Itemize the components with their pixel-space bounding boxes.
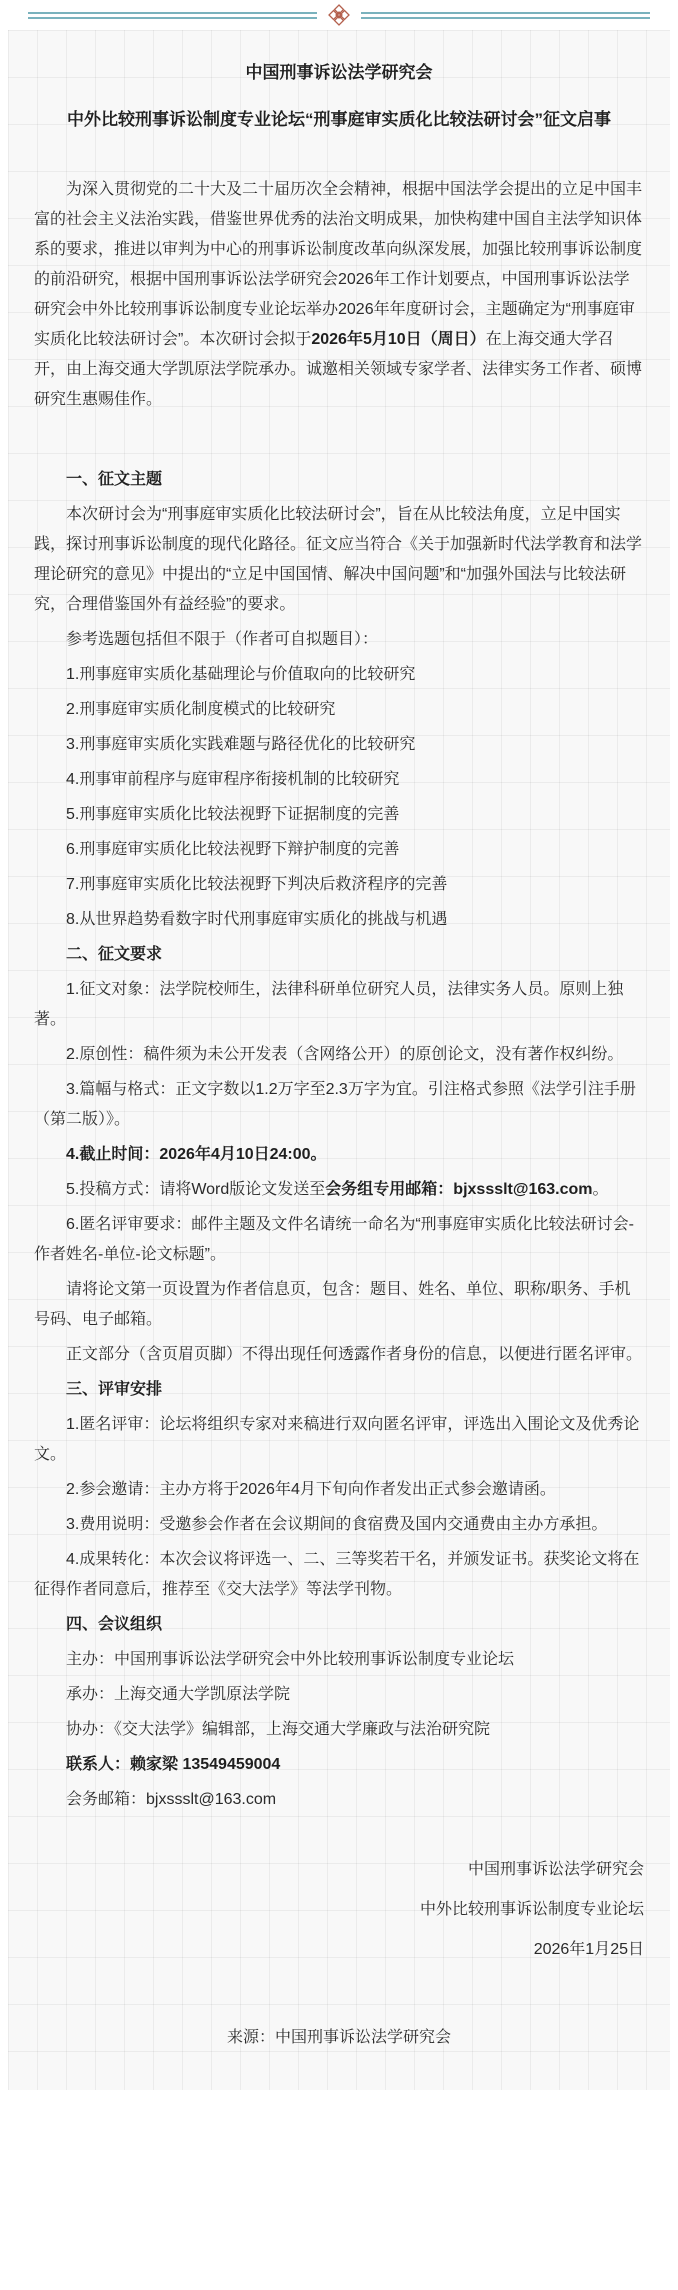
text-segment: 8.从世界趋势看数字时代刑事庭审实质化的挑战与机遇 xyxy=(66,911,448,928)
section-heading xyxy=(34,1610,644,1640)
diamond-knot-icon xyxy=(327,2,351,28)
text-segment: 3.费用说明：受邀参会作者在会议期间的食宿费及国内交通费由主办方承担。 xyxy=(66,1516,608,1533)
text-segment: 3.刑事庭审实质化实践难题与路径优化的比较研究 xyxy=(66,736,416,753)
list-item xyxy=(34,1210,644,1270)
text-segment: 参考选题包括但不限于（作者可自拟题目）： xyxy=(66,631,379,648)
list-item xyxy=(34,765,644,795)
paragraph xyxy=(34,1715,644,1745)
list-item xyxy=(34,975,644,1035)
text-segment: 会务邮箱：bjxssslt@163.com xyxy=(66,1791,277,1808)
text-segment: 2.原创性：稿件须为未公开发表（含网络公开）的原创论文，没有著作权纠纷。 xyxy=(66,1046,624,1063)
article-card xyxy=(8,30,670,2090)
text-segment: 1.刑事庭审实质化基础理论与价值取向的比较研究 xyxy=(66,666,416,683)
paragraph xyxy=(34,1680,644,1710)
list-item xyxy=(34,905,644,935)
list-item xyxy=(34,1410,644,1470)
signature-line: 2026年1月25日 xyxy=(533,1941,644,1958)
list-item xyxy=(34,695,644,725)
rule-line-right xyxy=(361,12,650,19)
list-item xyxy=(34,660,644,690)
list-item xyxy=(34,1510,644,1540)
section-heading xyxy=(34,940,644,970)
emphasis-text: 一、征文主题 xyxy=(66,471,163,488)
text-segment: 正文部分（含页眉页脚）不得出现任何透露作者身份的信息，以便进行匿名评审。 xyxy=(66,1346,643,1363)
text-segment: 为深入贯彻党的二十大及二十届历次全会精神，根据中国法学会提出的立足中国丰富的社会主义法治实践，借鉴世界优秀的法治文明成果，加快构建中国自主法学知识体系的要求，推进以审判为中心的刑事诉讼制度改革向纵深发展，加强比较刑事诉讼制度的前沿研究，根据中国刑事诉讼法学研究会2026年工作计划要点，中国刑事诉讼法学研究会中外比较刑事诉讼制度专业论坛举办2026年年度研讨会，主题确定为“刑事庭审实质化比较法研讨会”。本次研讨会拟于 xyxy=(34,181,643,348)
text-segment: 主办：中国刑事诉讼法学研究会中外比较刑事诉讼制度专业论坛 xyxy=(66,1651,515,1668)
text-segment: 6.刑事庭审实质化比较法视野下辩护制度的完善 xyxy=(66,841,400,858)
list-item xyxy=(34,1475,644,1505)
text-segment: 2.刑事庭审实质化制度模式的比较研究 xyxy=(66,701,336,718)
text-segment: 2.参会邀请：主办方将于2026年4月下旬向作者发出正式参会邀请函。 xyxy=(66,1481,556,1498)
text-segment: 6.匿名评审要求：邮件主题及文件名请统一命名为“刑事庭审实质化比较法研讨会-作者姓名-单位-论文标题”。 xyxy=(34,1216,635,1263)
rule-line-left xyxy=(28,12,317,19)
text-segment: 5.投稿方式：请将Word版论文发送至 xyxy=(66,1181,326,1198)
paragraph xyxy=(34,1785,644,1815)
text-segment: 在上海交通大学召开，由上海交通大学凯原法学院承办。诚邀相关领域专家学者、法律实务工作者、硕博研究生惠赐佳作。 xyxy=(34,331,643,408)
text-segment: 4.刑事审前程序与庭审程序衔接机制的比较研究 xyxy=(66,771,400,788)
emphasis-text: 三、评审安排 xyxy=(66,1381,163,1398)
emphasis-text: 会务组专用邮箱：bjxssslt@163.com xyxy=(325,1181,593,1198)
list-item xyxy=(34,1175,644,1205)
page-title: 中外比较刑事诉讼制度专业论坛“刑事庭审实质化比较法研讨会”征文启事 xyxy=(67,110,611,129)
emphasis-text: 4.截止时间：2026年4月10日24:00。 xyxy=(66,1146,327,1163)
paragraph xyxy=(34,500,644,620)
document-body xyxy=(34,175,644,1815)
text-segment: 请将论文第一页设置为作者信息页，包含：题目、姓名、单位、职称/职务、手机号码、电子邮箱。 xyxy=(34,1281,631,1328)
list-item xyxy=(34,800,644,830)
paragraph xyxy=(34,175,644,415)
paragraph xyxy=(34,625,644,655)
signature-line: 中国刑事诉讼法学研究会 xyxy=(467,1861,644,1878)
list-item xyxy=(34,835,644,865)
paragraph xyxy=(34,1645,644,1675)
section-heading xyxy=(34,465,644,495)
text-segment: 1.征文对象：法学院校师生，法律科研单位研究人员，法律实务人员。原则上独著。 xyxy=(34,981,624,1028)
text-segment: 协办：《交大法学》编辑部，上海交通大学廉政与法治研究院 xyxy=(66,1721,491,1738)
emphasis-text: 二、征文要求 xyxy=(66,946,163,963)
text-segment: 4.成果转化：本次会议将评选一、二、三等奖若干名，并颁发证书。获奖论文将在征得作者同意后，推荐至《交大法学》等法学刊物。 xyxy=(34,1551,640,1598)
text-segment: 1.匿名评审：论坛将组织专家对来稿进行双向匿名评审，评选出入围论文及优秀论文。 xyxy=(34,1416,640,1463)
organization-title: 中国刑事诉讼法学研究会 xyxy=(245,63,433,82)
list-item xyxy=(34,730,644,760)
emphasis-text: 联系人：赖家梁 13549459004 xyxy=(66,1756,281,1773)
header-decorative-rule xyxy=(0,0,678,30)
list-item xyxy=(34,1040,644,1070)
emphasis-text: 四、会议组织 xyxy=(66,1616,163,1633)
emphasis-text: 2026年5月10日（周日） xyxy=(311,331,486,348)
section-heading xyxy=(34,1375,644,1405)
text-segment: 承办：上海交通大学凯原法学院 xyxy=(66,1686,291,1703)
text-segment: 5.刑事庭审实质化比较法视野下证据制度的完善 xyxy=(66,806,400,823)
signature xyxy=(34,1855,644,1965)
paragraph xyxy=(34,1275,644,1335)
paragraph xyxy=(34,1340,644,1370)
text-segment: 本次研讨会为“刑事庭审实质化比较法研讨会”，旨在从比较法角度，立足中国实践，探讨刑事诉讼制度的现代化路径。征文应当符合《关于加强新时代法学教育和法学理论研究的意见》中提出的“立足中国国情、解决中国问题”和“加强外国法与比较法研究，合理借鉴国外有益经验”的要求。 xyxy=(34,506,643,613)
source-line: 来源：中国刑事诉讼法学研究会 xyxy=(226,2029,451,2046)
list-item xyxy=(34,1545,644,1605)
text-segment: 。 xyxy=(592,1181,609,1198)
text-segment: 3.篇幅与格式：正文字数以1.2万字至2.3万字为宜。引注格式参照《法学引注手册（第二版）》。 xyxy=(34,1081,636,1128)
list-item xyxy=(34,1140,644,1170)
text-segment: 7.刑事庭审实质化比较法视野下判决后救济程序的完善 xyxy=(66,876,448,893)
paragraph xyxy=(34,1750,644,1780)
list-item xyxy=(34,1075,644,1135)
list-item xyxy=(34,870,644,900)
signature-line: 中外比较刑事诉讼制度专业论坛 xyxy=(419,1901,644,1918)
